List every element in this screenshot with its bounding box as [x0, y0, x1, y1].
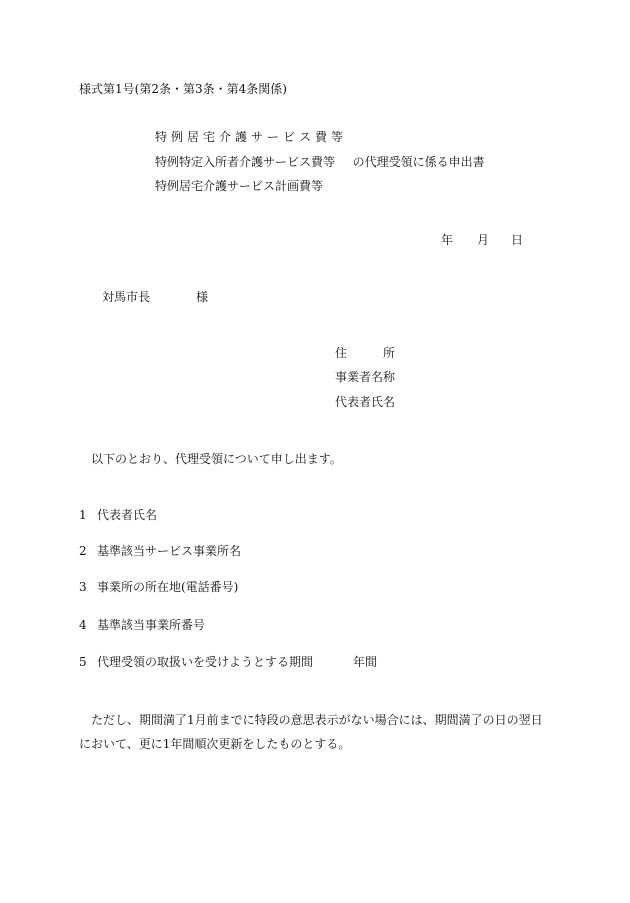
list-item	[79, 581, 238, 593]
item-label: 基準該当サービス事業所名	[97, 544, 242, 558]
title-line-2-suffix: の代理受領に係る申出書	[352, 155, 485, 169]
item-number: 2	[79, 544, 87, 558]
address-label-part-1: 住	[335, 346, 348, 360]
list-item	[79, 509, 157, 521]
title-line-3: 特例居宅介護サービス計画費等	[155, 179, 324, 193]
period-unit-label: 年間	[353, 655, 378, 669]
addressee-name: 対馬市長	[102, 290, 151, 304]
list-item	[79, 656, 313, 668]
representative-name-label: 代表者氏名	[335, 395, 396, 409]
item-number: 3	[79, 580, 87, 594]
date-month-label: 月	[477, 233, 490, 247]
title-line-2-main: 特例特定入所者介護サービス費等	[155, 155, 336, 169]
title-line-1: 特例居宅介護サービス費等	[155, 130, 348, 144]
addressee-honorific: 様	[196, 290, 209, 304]
footer-note: ただし、期間満了1月前までに特段の意思表示がない場合には、期間満了の日の翌日において、更に1年間順次更新をしたものとする。	[79, 713, 543, 751]
item-number: 1	[79, 508, 87, 522]
business-name-label: 事業者名称	[335, 370, 396, 384]
item-label: 事業所の所在地(電話番号)	[97, 580, 239, 594]
item-label: 代表者氏名	[97, 508, 158, 522]
item-number: 5	[79, 655, 87, 669]
address-label-part-2: 所	[383, 346, 396, 360]
date-day-label: 日	[511, 233, 524, 247]
list-item	[79, 619, 205, 631]
form-number: 様式第1号(第2条・第3条・第4条関係)	[79, 82, 287, 96]
date-year-label: 年	[441, 233, 454, 247]
item-label: 基準該当事業所番号	[97, 618, 206, 632]
list-item	[79, 545, 241, 557]
item-label: 代理受領の取扱いを受けようとする期間	[97, 655, 314, 669]
item-number: 4	[79, 618, 87, 632]
intro-text: 以下のとおり、代理受領について申し出ます。	[91, 452, 342, 466]
title-line-2	[155, 156, 485, 168]
